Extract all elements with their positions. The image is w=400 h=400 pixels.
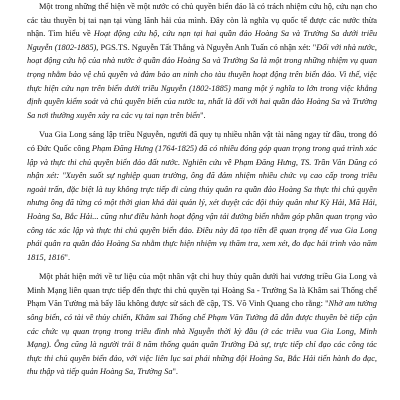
paragraph-3-quote: Nhờ am tường sông biển, có tài về thủy chiến, Khâm sai Thống chế Phạm Văn Tường đã dẫn được thuyền bè tiếp cận các chức vụ quan trọng trong triều đình nhà Nguyễn thời kỳ đầu (ở các triều vua Gia Long, Minh Mạng). Ông cũng là người trải 8 năm thống quản quân Trường Đà sự, trực tiếp chỉ đạo các công tác thực thi chủ quyền biển đảo, với việc liên lục sai phái những đội Hoàng Sa, Bắc Hải tiến hành đo đạc, thu thập và tiếp quản Hoàng Sa, Trường Sa [27, 299, 377, 377]
paragraph-2-quote: Phạm Đăng Hưng (1764-1825) đã có nhiều đóng góp quan trọng trong quá trình xác lập và thực thi chủ quyền biển đảo đất nước. Nghiên cứu về Phạm Đăng Hưng, TS. Trần Văn Dũng có nhận xét: "Xuyên suốt sự nghiệp quan trường, ông đã đảm nhiệm nhiều chức vụ cao cấp trong triều ngoài trấn, đặc biệt là tuy không trực tiếp đi cùng thủy quân ra quần đảo Hoàng Sa thực thi chủ quyền nhưng ông đã từng có một thời gian khá dài quản lý, xét duyệt các đội thủy quân như Kỳ Hải, Mã Hải, Hoàng Sa, Bắc Hải... cũng như điều hành hoạt động vận tải đường biển nhằm góp phần quan trọng vào công tác xác lập và thực thi chủ quyền biển đảo. Điều này đã tạo tiền đề quan trọng để vua Gia Long phái quân ra quần đảo Hoàng Sa nhằm thực hiện nhiệm vụ thăm tra, xem xét, đo đạc hải trình vào năm 1815, 1816 [27, 143, 377, 262]
document-page [27, 0, 377, 379]
paragraph-2-segment-1: Vua Gia Long sáng lập triều Nguyễn, người đã quy tụ nhiều nhân vật tài năng ngay từ đầu, trong đó có Đức Quốc công [27, 130, 377, 153]
paragraph-1-segment-1: Một trong những thể hiện về một nước có chủ quyền biển đảo là có trách nhiệm cứu hộ, cứu nạn cho các tàu thuyền bị tai nạn tại vùng lãnh hải của mình. Đây còn là nghĩa vụ quốc tế được các nước thừa nhận. Tìm hiểu về [27, 2, 377, 39]
paragraph-3-segment-1: Một phát hiện mới về tư liệu của một nhân vật chi huy thủy quân dưới hai vương triều Gia Long và Minh Mạng liên quan trực tiếp đến thực thi chủ quyền tại Hoàng Sa - Trường Sa là Khâm sai Thống chế Phạm Văn Tường mà bấy lâu không được sử sách đề cập, TS. Võ Vinh Quang cho rằng: " [27, 272, 377, 309]
paragraph-gia-long [27, 128, 377, 264]
paragraph-1-segment-3: , PGS.TS. Nguyễn Tất Thắng và Nguyễn Anh Tuấn có nhận xét: " [96, 42, 317, 52]
paragraph-2-segment-3: ". [64, 252, 71, 262]
paragraph-3-segment-3: ". [172, 367, 179, 377]
paragraph-pham-van-tuong [27, 270, 377, 379]
paragraph-1-segment-5: ". [200, 110, 206, 120]
paragraph-rescue-duty [27, 0, 377, 122]
paragraph-1-quote: Đối với nhà nước, hoạt động cứu hộ của nhà nước ở quần đảo Hoàng Sa và Trường Sa là một trong những nhiệm vụ quan trọng nhằm bảo vệ chủ quyền và đảm bảo an ninh cho tàu thuyền hoạt động trên biển đảo. Vì thế, việc thực hiện cứu nạn trên biển dưới triều Nguyễn (1802-1885) mang một ý nghĩa to lớn trong việc khẳng định quyền kiểm soát và chủ quyền biển của nước ta, nhất là đối với hai quần đảo Hoàng Sa và Trường Sa nơi thường xuyên xảy ra các vụ tai nạn trên biển [27, 42, 377, 120]
paragraph-1-segment-2: Hoạt động cứu hộ, cứu nạn tại hai quần đảo Hoàng Sa và Trường Sa dưới triều Nguyễn (1802-1885) [27, 29, 377, 52]
